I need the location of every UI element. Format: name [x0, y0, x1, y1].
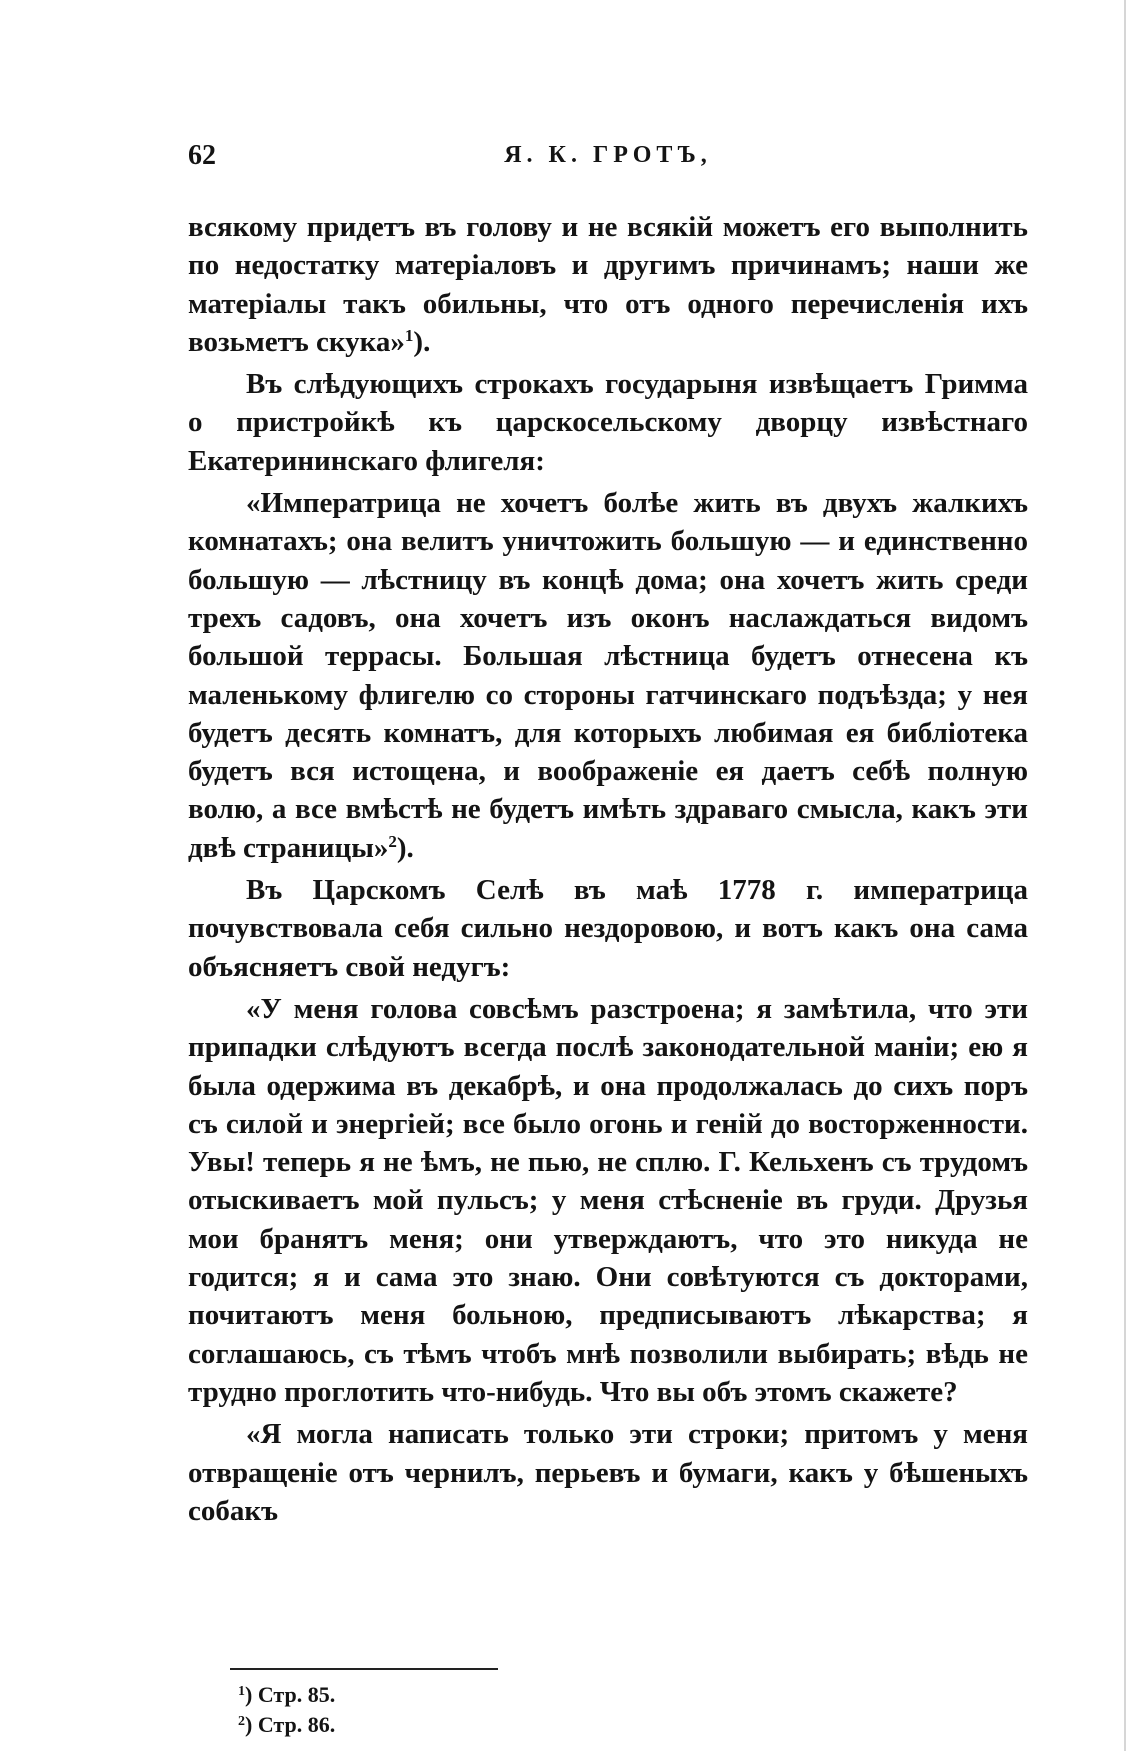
paragraph-2: Въ слѣдующихъ строкахъ государыня извѣщаетъ Гримма о пристройкѣ къ царскосельскому дворцу извѣстнаго Екатерининскаго флигеля: [188, 368, 1028, 477]
paragraph-1 [188, 208, 1028, 361]
paragraph-4: Въ Царскомъ Селѣ въ маѣ 1778 г. императрица почувствовала себя сильно нездоровою, и вотъ какъ она сама объясняетъ свой недугъ: [188, 874, 1028, 983]
footnotes [238, 1680, 638, 1740]
footnote-2-text: ) Стр. 86. [245, 1712, 336, 1737]
page-edge-line [1124, 0, 1126, 1751]
footnote-rule [230, 1668, 498, 1670]
paragraph-1-text: всякому придетъ въ голову и не всякій можетъ его выполнить по недостатку матеріаловъ и другимъ причинамъ; наши же матеріалы такъ обильны, что отъ одного перечисленія ихъ возьметъ скука» [188, 211, 1028, 358]
footnote-1 [238, 1680, 638, 1710]
page-header [188, 140, 1028, 180]
running-head: Я. К. ГРОТЪ, [504, 142, 712, 168]
footnote-1-text: ) Стр. 85. [245, 1682, 336, 1707]
paragraph-3 [188, 484, 1028, 867]
footnote-1-mark: 1 [238, 1684, 245, 1699]
page-number: 62 [188, 140, 216, 171]
body-text [188, 208, 1028, 1530]
paragraph-3-tail: ). [396, 831, 414, 864]
paragraph-1-tail: ). [413, 325, 431, 358]
paragraph-6: «Я могла написать только эти строки; притомъ у меня отвращеніе отъ чернилъ, перьевъ и бумаги, какъ у бѣшеныхъ собакъ [188, 1418, 1028, 1527]
paragraph-3-text: «Императрица не хочетъ болѣе жить въ двухъ жалкихъ комнатахъ; она велитъ уничтожить большую — и единственно большую — лѣстницу въ концѣ дома; она хочетъ жить среди трехъ садовъ, она хочетъ изъ оконъ наслаждаться видомъ большой террасы. Большая лѣстница будетъ отнесена къ маленькому флигелю со стороны гатчинскаго подъѣзда; у нея будетъ десять комнатъ, для которыхъ любимая ея библіотека будетъ вся истощена, и воображеніе ея даетъ себѣ полную волю, а все вмѣстѣ не будетъ имѣть здраваго смысла, какъ эти двѣ страницы» [188, 487, 1028, 864]
footnote-ref-1: 1 [404, 325, 414, 345]
footnote-ref-2: 2 [388, 831, 397, 851]
footnote-2 [238, 1710, 638, 1740]
footnote-2-mark: 2 [238, 1714, 245, 1729]
paragraph-5: «У меня голова совсѣмъ разстроена; я замѣтила, что эти припадки слѣдуютъ всегда послѣ законодательной маніи; ею я была одержима въ декабрѣ, и она продолжалась до сихъ поръ съ силой и энергіей; все было огонь и геній до восторженности. Увы! теперь я не ѣмъ, не пью, не сплю. Г. Кельхенъ съ трудомъ отыскиваетъ мой пульсъ; у меня стѣсненіе въ груди. Друзья мои бранятъ меня; они утверждаютъ, что это никуда не годится; я и сама это знаю. Они совѣтуются съ докторами, почитаютъ меня больною, предписываютъ лѣкарства; я соглашаюсь, съ тѣмъ чтобъ мнѣ позволили выбирать; вѣдь не трудно проглотить что-нибудь. Что вы объ этомъ скажете? [188, 992, 1028, 1408]
